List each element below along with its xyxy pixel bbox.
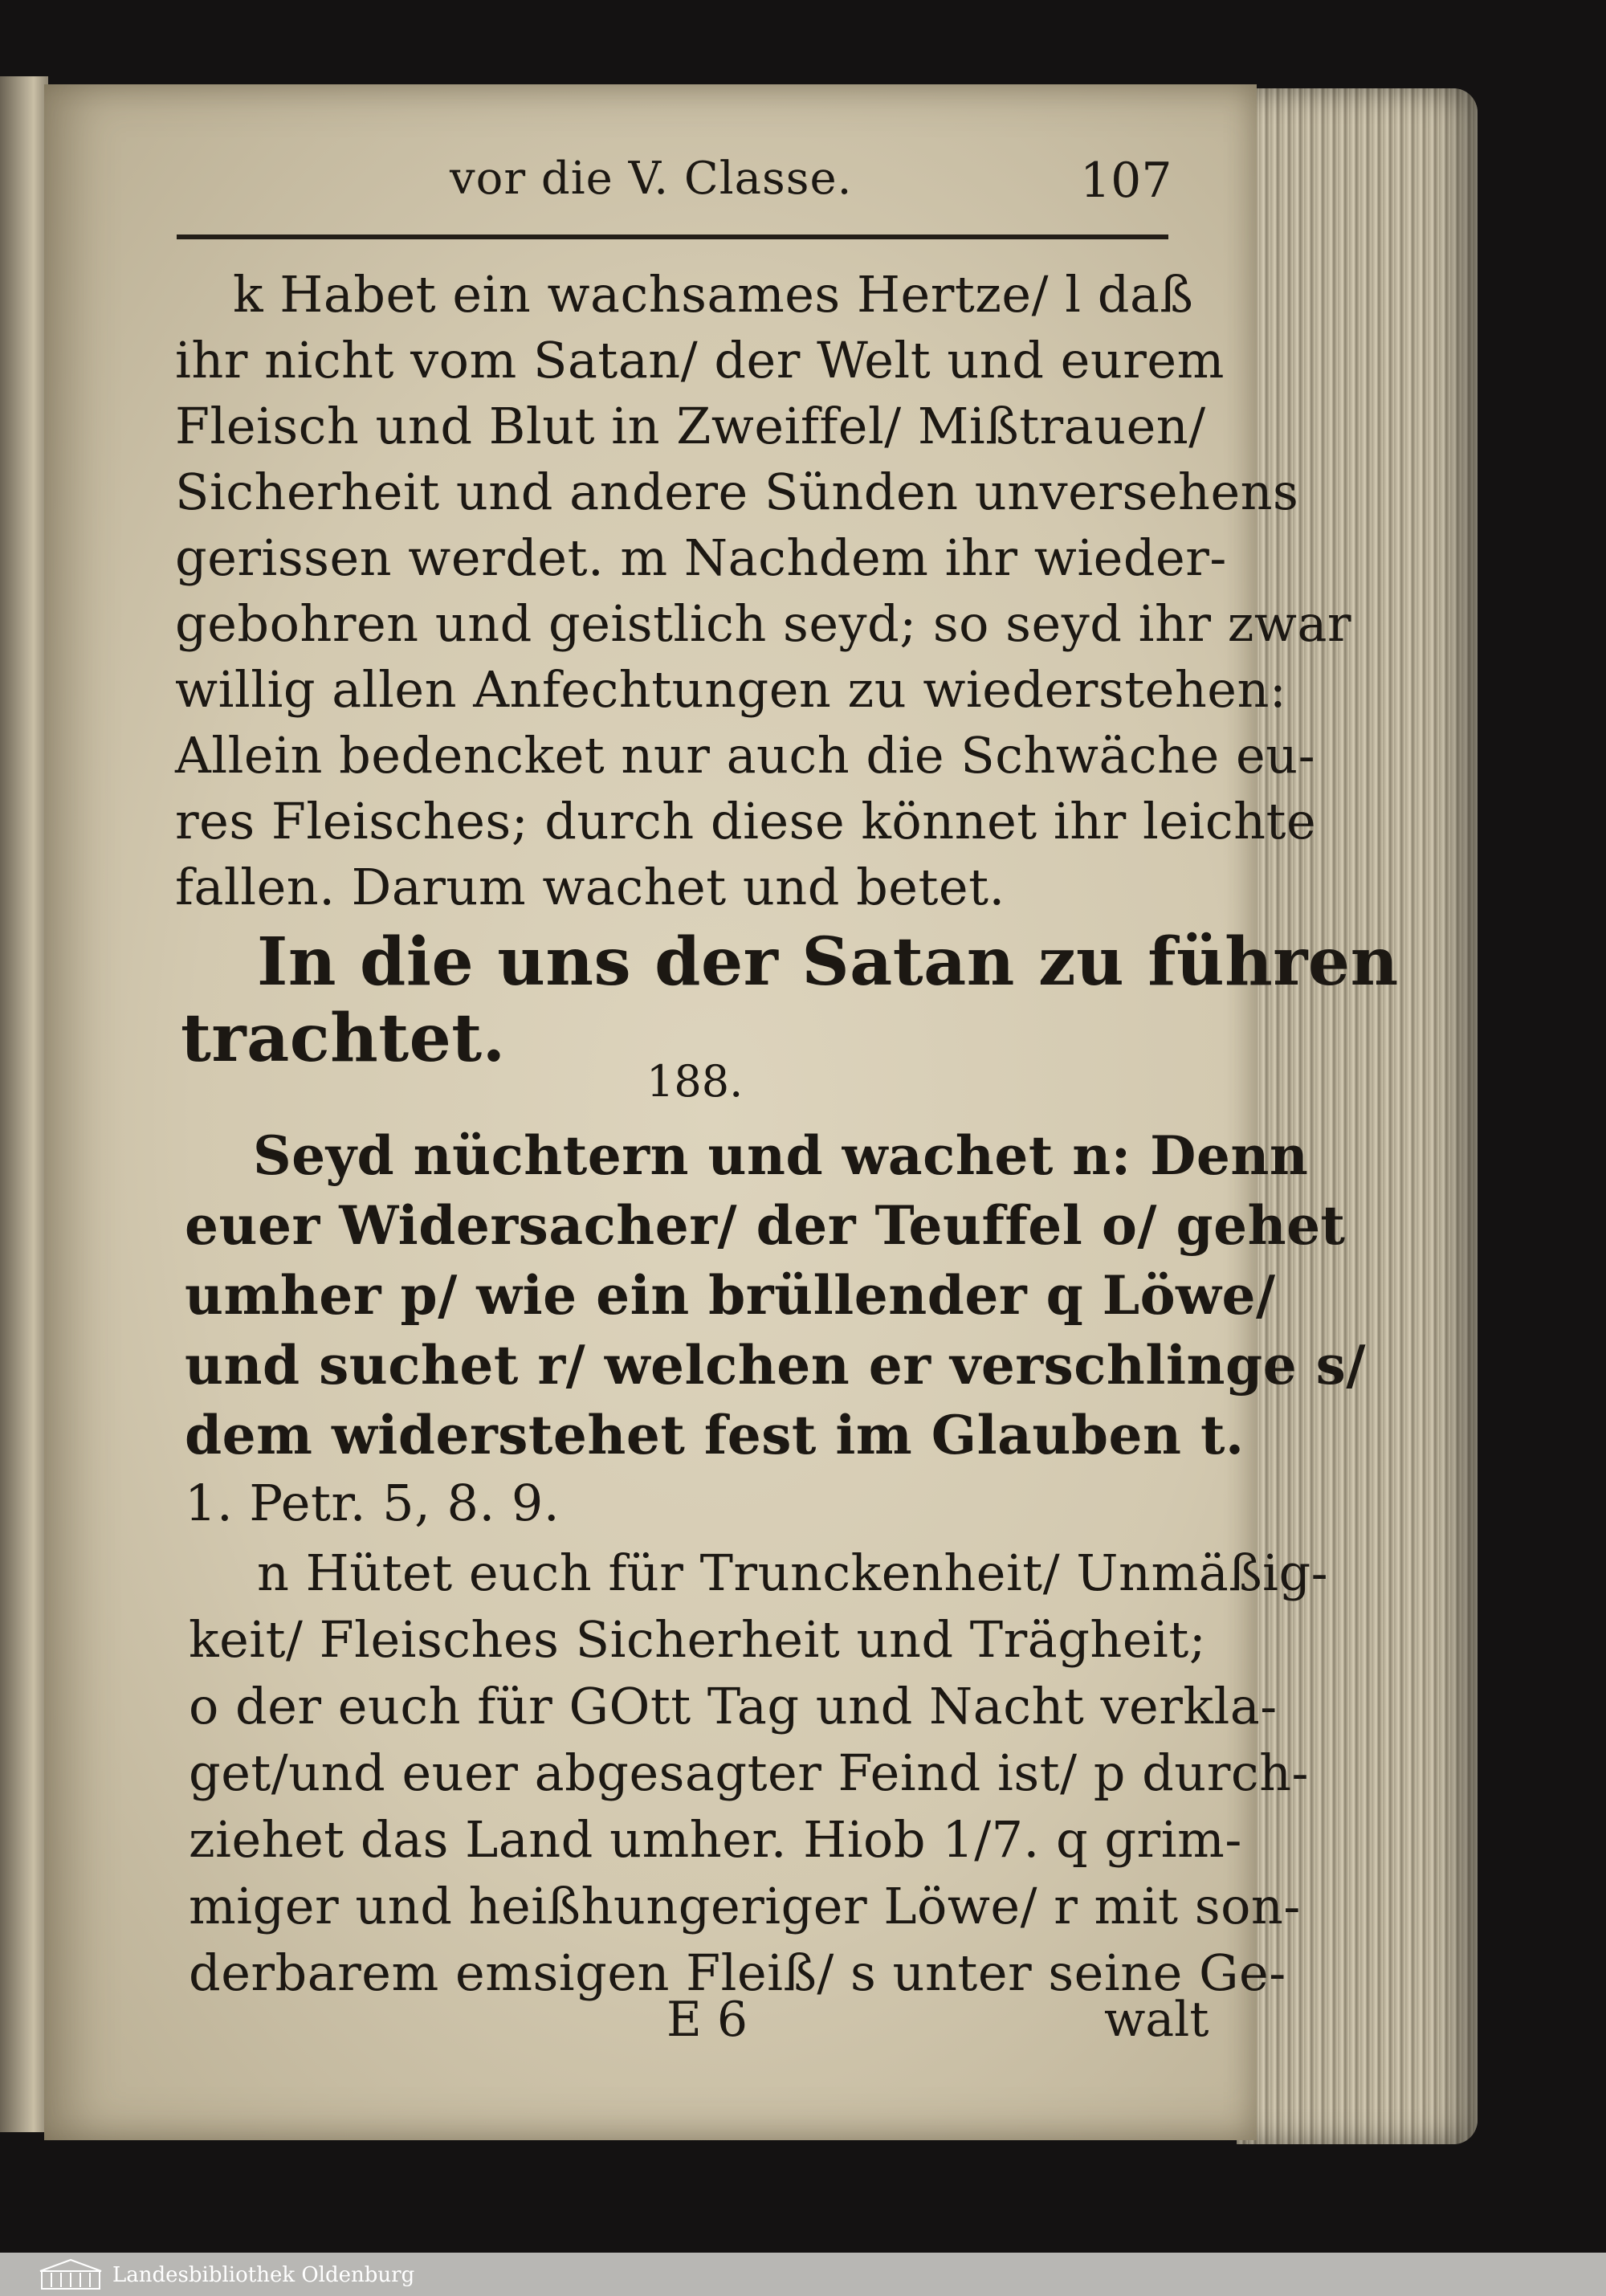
running-header: vor die V. Classe. — [450, 153, 853, 205]
body-line: Allein bedencket nur auch die Schwäche eu- — [175, 726, 1316, 785]
library-logo-icon — [39, 2258, 103, 2290]
verse-line: euer Widersacher/ der Teuffel o/ gehet — [185, 1194, 1346, 1257]
section-heading: In die uns der Satan zu führen — [257, 924, 1399, 1001]
verse-line: umher p/ wie ein brüllender q Löwe/ — [185, 1264, 1276, 1327]
verse-line: Seyd nüchtern und wachet n: Denn — [253, 1124, 1309, 1187]
body-line: gerissen werdet. m Nachdem ihr wieder- — [175, 528, 1227, 587]
verse-number: 188. — [646, 1056, 744, 1107]
body-line: k Habet ein wachsames Hertze/ l daß — [233, 265, 1194, 324]
note-line: o der euch für GOtt Tag und Nacht verkla- — [189, 1677, 1278, 1735]
verse-line: und suchet r/ welchen er verschlinge s/ — [185, 1334, 1366, 1397]
note-line: keit/ Fleisches Sicherheit und Trägheit; — [189, 1610, 1207, 1669]
page-stack — [1237, 88, 1478, 2144]
verse-reference: 1. Petr. 5, 8. 9. — [185, 1474, 560, 1532]
section-heading: trachtet. — [181, 1000, 506, 1077]
header-rule — [177, 234, 1168, 239]
body-line: willig allen Anfechtungen zu wiederstehen: — [175, 660, 1287, 719]
note-line: get/und euer abgesagter Feind ist/ p durch- — [189, 1743, 1309, 1802]
body-line: Fleisch und Blut in Zweiffel/ Mißtrauen/ — [175, 397, 1206, 455]
body-line: ihr nicht vom Satan/ der Welt und eurem — [175, 331, 1225, 389]
catchword: walt — [1104, 1992, 1209, 2048]
body-line: res Fleisches; durch diese könnet ihr leichte — [175, 792, 1317, 850]
footer-library-name: Landesbibliothek Oldenburg — [112, 2263, 415, 2287]
note-line: derbarem emsigen Fleiß/ s unter seine Ge- — [189, 1943, 1286, 2002]
body-line: fallen. Darum wachet und betet. — [175, 858, 1005, 916]
left-page-edge — [0, 76, 48, 2132]
note-line: ziehet das Land umher. Hiob 1/7. q grim- — [189, 1810, 1242, 1869]
page-number: 107 — [1080, 153, 1172, 209]
note-line: miger und heißhungeriger Löwe/ r mit son- — [189, 1877, 1301, 1935]
note-line: n Hütet euch für Trunckenheit/ Unmäßig- — [257, 1544, 1329, 1602]
verse-line: dem widerstehet fest im Glauben t. — [185, 1404, 1245, 1466]
body-line: gebohren und geistlich seyd; so seyd ihr zwar — [175, 594, 1352, 653]
signature-mark: E 6 — [666, 1992, 748, 2048]
body-line: Sicherheit und andere Sünden unversehens — [175, 463, 1299, 521]
